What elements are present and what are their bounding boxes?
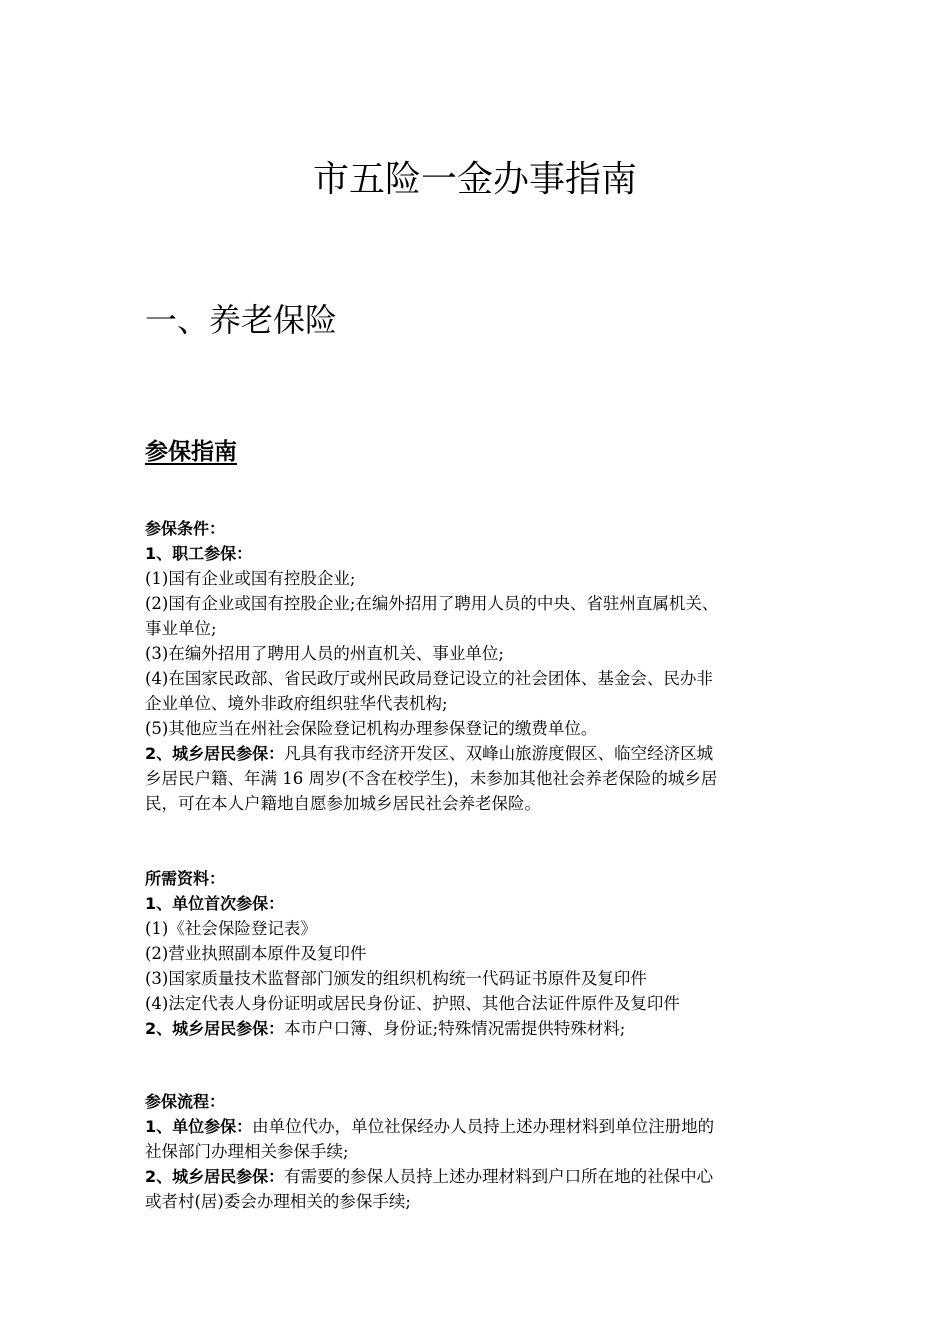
employee-heading: 1、职工参保：: [145, 544, 253, 563]
unit-line: 社保部门办理相关参保手续;: [145, 1142, 349, 1161]
resident-paragraph: [145, 741, 810, 766]
unit-line: 由单位代办，单位社保经办人员持上述办理材料到单位注册地的: [252, 1117, 715, 1136]
resident-line: 民，可在本人户籍地自愿参加城乡居民社会养老保险。: [145, 794, 541, 813]
process-block: [145, 1089, 810, 1214]
list-item: (3)国家质量技术监督部门颁发的组织机构统一代码证书原件及复印件: [145, 969, 647, 988]
resident-process: [145, 1164, 810, 1189]
resident-line: 乡居民户籍、年满 16 周岁(不含在校学生)，未参加其他社会养老保险的城乡居: [145, 769, 718, 788]
resident-line: 凡具有我市经济开发区、双峰山旅游度假区、临空经济区城: [284, 744, 714, 763]
unit-first-heading: 1、单位首次参保：: [145, 894, 285, 913]
section-heading-pension: 一、养老保险: [145, 301, 338, 339]
unit-process: [145, 1114, 810, 1139]
list-item: (1)国有企业或国有控股企业;: [145, 569, 356, 588]
materials-heading: 所需资料：: [145, 869, 226, 888]
document-title: 市五险一金办事指南: [312, 159, 637, 200]
list-item: (2)营业执照副本原件及复印件: [145, 944, 367, 963]
resident-line: 或者村(居)委会办理相关的参保手续;: [145, 1192, 411, 1211]
resident-line: 有需要的参保人员持上述办理材料到户口所在地的社保中心: [284, 1167, 714, 1186]
list-item: (5)其他应当在州社会保险登记机构办理参保登记的缴费单位。: [145, 719, 598, 738]
list-item: (4)法定代表人身份证明或居民身份证、护照、其他合法证件原件及复印件: [145, 994, 680, 1013]
subsection-heading-guide: 参保指南: [145, 438, 237, 465]
conditions-heading: 参保条件：: [145, 519, 226, 538]
materials-block: [145, 866, 810, 1041]
conditions-block: [145, 516, 810, 816]
list-item: (3)在编外招用了聘用人员的州直机关、事业单位;: [145, 644, 504, 663]
list-item: (4)在国家民政部、省民政厅或州民政局登记设立的社会团体、基金会、民办非: [145, 669, 713, 688]
list-item: (1)《社会保险登记表》: [145, 919, 317, 938]
process-heading: 参保流程：: [145, 1092, 226, 1111]
unit-heading: 1、单位参保：: [145, 1117, 253, 1136]
resident-heading: 2、城乡居民参保：: [145, 1019, 285, 1038]
list-item: 企业单位、境外非政府组织驻华代表机构;: [145, 694, 448, 713]
list-item: 事业单位;: [145, 619, 217, 638]
resident-materials: [145, 1016, 810, 1041]
list-item: (2)国有企业或国有控股企业;在编外招用了聘用人员的中央、省驻州直属机关、: [145, 594, 719, 613]
resident-heading: 2、城乡居民参保：: [145, 744, 285, 763]
resident-heading: 2、城乡居民参保：: [145, 1167, 285, 1186]
resident-text: 本市户口簿、身份证;特殊情况需提供特殊材料;: [284, 1019, 626, 1038]
